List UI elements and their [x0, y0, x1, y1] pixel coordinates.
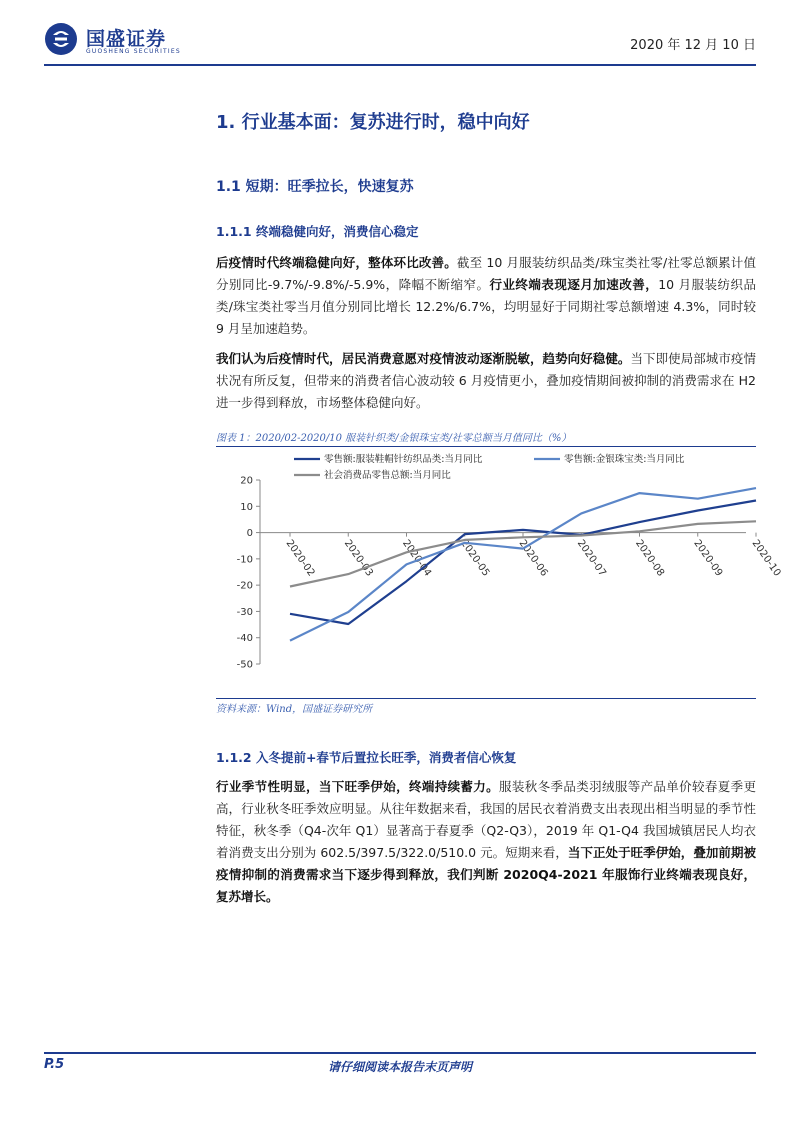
- legend-label: 社会消费品零售总额:当月同比: [324, 470, 451, 481]
- page-header: [44, 20, 756, 64]
- paragraph-2-lead: 我们认为后疫情时代，居民消费意愿对疫情波动逐渐脱敏，趋势向好稳健。: [216, 351, 631, 366]
- x-tick-label: 2020-07: [574, 537, 608, 579]
- report-date: 2020 年 12 月 10 日: [630, 38, 756, 53]
- paragraph-1-body: 截至 10 月服装纺织品类/珠宝类社零/社零总额累计值分别同比-9.7%/-9.8%/-5.9%，降幅不断缩窄。: [216, 255, 756, 292]
- x-tick-label: 2020-02: [283, 537, 317, 579]
- paragraph-2-body: 当下即使局部城市疫情状况有所反复，但带来的消费者信心波动较 6 月疫情更小，叠加疫情期间被抑制的消费需求在 H2 进一步得到释放，市场整体稳健向好。: [216, 351, 756, 410]
- footer-divider: [44, 1052, 756, 1054]
- legend-label: 零售额:服装鞋帽针纺织品类:当月同比: [324, 454, 483, 465]
- y-tick-label: 0: [246, 528, 253, 540]
- y-tick-label: -10: [236, 554, 253, 566]
- figure-top-rule: [216, 446, 756, 447]
- x-tick-label: 2020-04: [400, 537, 434, 579]
- paragraph-1-emphasis: 行业终端表现逐月加速改善，: [489, 277, 659, 292]
- paragraph-3: [216, 776, 756, 908]
- y-tick-label: -30: [236, 606, 253, 618]
- paragraph-1-body-2: 10 月服装纺织品类/珠宝类社零当月值分别同比增长 12.2%/6.7%，均明显好于同期社零总额增速 4.3%，同时较 9 月呈加速趋势。: [216, 277, 757, 336]
- y-tick-label: -50: [236, 659, 253, 671]
- x-tick-label: 2020-08: [633, 537, 667, 579]
- page-number: P.5: [44, 1057, 65, 1072]
- x-tick-label: 2020-05: [458, 537, 492, 579]
- logo-subtext: GUOSHENG SECURITIES: [86, 48, 181, 55]
- header-divider: [44, 64, 756, 66]
- figure-bottom-rule: [216, 698, 756, 699]
- legend-label: 零售额:金银珠宝类:当月同比: [564, 454, 685, 465]
- figure-title: 图表 1：2020/02-2020/10 服装针织类/金银珠宝类/社零总额当月值同比（%）: [216, 433, 572, 444]
- paragraph-3-conclusion: 当下正处于旺季伊始，叠加前期被疫情抑制的消费需求当下逐步得到释放，我们判断 2020Q4-2021 年服饰行业终端表现良好，复苏增长。: [216, 845, 756, 904]
- logo-text: 国盛证券: [86, 28, 167, 50]
- paragraph-3-body: 服装秋冬季品类羽绒服等产品单价较春夏季更高，行业秋冬旺季效应明显。从往年数据来看，我国的居民衣着消费支出表现出相当明显的季节性特征，秋冬季（Q4-次年 Q1）显著高于春夏季（Q2-Q3），2019 年 Q1-Q4 我国城镇居民人均衣着消费支出分别为 602.5/397.5/322.0/510.0 元。短期来看，: [216, 779, 756, 860]
- paragraph-1: [216, 252, 756, 340]
- line-chart: [216, 450, 783, 696]
- x-tick-label: 2020-09: [691, 537, 725, 579]
- paragraph-3-lead: 行业季节性明显，当下旺季伊始，终端持续蓄力。: [216, 779, 500, 794]
- x-tick-label: 2020-06: [516, 537, 550, 579]
- x-tick-label: 2020-10: [749, 537, 783, 579]
- logo-icon: [44, 22, 78, 56]
- paragraph-2: [216, 348, 756, 414]
- y-tick-label: 10: [240, 501, 253, 513]
- y-tick-label: -40: [236, 633, 253, 645]
- y-tick-label: -20: [236, 580, 253, 592]
- figure-source: 资料来源：Wind，国盛证券研究所: [216, 704, 373, 715]
- subsubsection-heading-1: 1.1.1 终端稳健向好，消费信心稳定: [216, 224, 419, 239]
- section-heading: 1. 行业基本面：复苏进行时，稳中向好: [216, 112, 530, 133]
- paragraph-1-lead: 后疫情时代终端稳健向好，整体环比改善。: [216, 255, 457, 270]
- subsection-heading: 1.1 短期：旺季拉长，快速复苏: [216, 179, 414, 195]
- x-tick-label: 2020-03: [341, 537, 375, 579]
- y-tick-label: 20: [240, 475, 253, 487]
- subsubsection-heading-2: 1.1.2 入冬提前+春节后置拉长旺季，消费者信心恢复: [216, 750, 517, 765]
- disclaimer-note: 请仔细阅读本报告末页声明: [327, 1060, 472, 1074]
